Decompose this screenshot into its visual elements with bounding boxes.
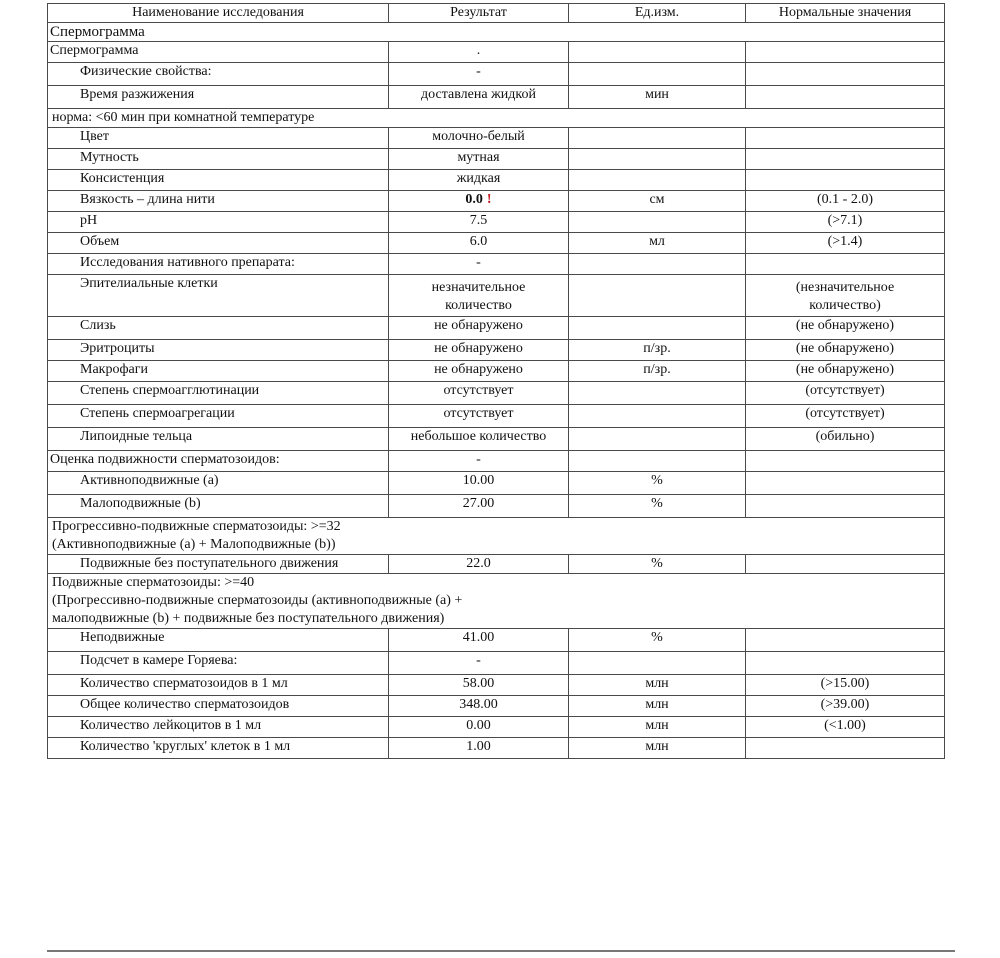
row-name: Исследования нативного препарата:: [48, 254, 389, 275]
table-row: [48, 128, 945, 149]
row-norm: [746, 652, 945, 675]
table-row: [48, 63, 945, 86]
row-name: Степень спермоагглютинации: [48, 382, 389, 405]
row-norm: (незначительное количество): [746, 275, 945, 317]
motile-note-line3: малоподвижные (b) + подвижные без поступательного движения): [52, 611, 445, 626]
row-unit: [569, 128, 746, 149]
table-row: [48, 451, 945, 472]
row-norm: [746, 495, 945, 518]
header-result: Результат: [389, 4, 569, 23]
row-norm: (>15.00): [746, 675, 945, 696]
row-name: Количество сперматозоидов в 1 мл: [48, 675, 389, 696]
row-unit: [569, 149, 746, 170]
row-result: 22.0: [389, 555, 569, 574]
table-row: [48, 191, 945, 212]
row-unit: [569, 652, 746, 675]
header-unit: Ед.изм.: [569, 4, 746, 23]
row-name: Консистенция: [48, 170, 389, 191]
row-norm: [746, 472, 945, 495]
row-unit: мл: [569, 233, 746, 254]
row-norm: [746, 42, 945, 63]
table-row: [48, 738, 945, 759]
row-result: .: [389, 42, 569, 63]
section-row: [48, 23, 945, 42]
table-row: [48, 233, 945, 254]
row-norm: (<1.00): [746, 717, 945, 738]
row-unit: %: [569, 472, 746, 495]
row-unit: [569, 63, 746, 86]
row-norm: [746, 254, 945, 275]
row-unit: млн: [569, 696, 746, 717]
note-row: [48, 574, 945, 629]
table-row: [48, 361, 945, 382]
table-row: [48, 555, 945, 574]
row-norm: [746, 128, 945, 149]
row-unit: млн: [569, 717, 746, 738]
note-row: [48, 518, 945, 555]
row-name: Общее количество сперматозоидов: [48, 696, 389, 717]
row-name: Оценка подвижности сперматозоидов:: [48, 451, 389, 472]
row-name: Подсчет в камере Горяева:: [48, 652, 389, 675]
table-row: [48, 428, 945, 451]
row-norm: (отсутствует): [746, 405, 945, 428]
row-result: незначительное количество: [389, 275, 569, 317]
row-norm: (0.1 - 2.0): [746, 191, 945, 212]
table-row: [48, 212, 945, 233]
spermogram-results-table: [47, 3, 945, 759]
row-name: Цвет: [48, 128, 389, 149]
row-unit: [569, 254, 746, 275]
table-row: [48, 149, 945, 170]
row-norm: [746, 149, 945, 170]
row-norm: (>39.00): [746, 696, 945, 717]
row-name: Малоподвижные (b): [48, 495, 389, 518]
row-name: Липоидные тельца: [48, 428, 389, 451]
progressive-note-line1: Прогрессивно-подвижные сперматозоиды: >=32: [52, 519, 341, 534]
row-norm: [746, 451, 945, 472]
row-unit: [569, 170, 746, 191]
row-norm: [746, 170, 945, 191]
row-result: -: [389, 451, 569, 472]
row-unit: п/зр.: [569, 340, 746, 361]
row-unit: %: [569, 555, 746, 574]
liquefaction-note: норма: <60 мин при комнатной температуре: [48, 109, 945, 128]
table-row: [48, 675, 945, 696]
table-row: [48, 382, 945, 405]
row-norm: (не обнаружено): [746, 340, 945, 361]
row-result: доставлена жидкой: [389, 86, 569, 109]
row-result: 7.5: [389, 212, 569, 233]
row-unit: %: [569, 629, 746, 652]
row-result: 6.0: [389, 233, 569, 254]
row-unit: мин: [569, 86, 746, 109]
row-name: Подвижные без поступательного движения: [48, 555, 389, 574]
row-name: pH: [48, 212, 389, 233]
table-row: [48, 629, 945, 652]
table-row: [48, 254, 945, 275]
row-result: 1.00: [389, 738, 569, 759]
header-name: Наименование исследования: [48, 4, 389, 23]
row-result: 58.00: [389, 675, 569, 696]
row-result: 0.00: [389, 717, 569, 738]
row-result: 348.00: [389, 696, 569, 717]
table-row: [48, 717, 945, 738]
row-norm: [746, 63, 945, 86]
row-name: Количество лейкоцитов в 1 мл: [48, 717, 389, 738]
row-name: Неподвижные: [48, 629, 389, 652]
table-row: [48, 317, 945, 340]
row-result: молочно-белый: [389, 128, 569, 149]
table-row: [48, 696, 945, 717]
row-name: Степень спермоагрегации: [48, 405, 389, 428]
row-result: не обнаружено: [389, 361, 569, 382]
row-unit: млн: [569, 675, 746, 696]
row-name: Активноподвижные (a): [48, 472, 389, 495]
result-value: 0.0: [465, 192, 483, 207]
row-norm: [746, 555, 945, 574]
row-unit: [569, 451, 746, 472]
row-unit: [569, 212, 746, 233]
row-result: -: [389, 254, 569, 275]
row-unit: [569, 428, 746, 451]
progressive-note-line2: (Активноподвижные (a) + Малоподвижные (b)): [52, 537, 336, 552]
row-result: жидкая: [389, 170, 569, 191]
row-name: Физические свойства:: [48, 63, 389, 86]
row-unit: %: [569, 495, 746, 518]
row-norm: [746, 738, 945, 759]
table-row: [48, 170, 945, 191]
row-result: -: [389, 652, 569, 675]
row-norm: (>7.1): [746, 212, 945, 233]
row-unit: см: [569, 191, 746, 212]
motile-note: [48, 574, 945, 629]
row-result: 10.00: [389, 472, 569, 495]
row-result: 27.00: [389, 495, 569, 518]
row-name: Мутность: [48, 149, 389, 170]
row-result: [389, 191, 569, 212]
motile-note-line1: Подвижные сперматозоиды: >=40: [52, 575, 255, 590]
row-unit: [569, 42, 746, 63]
table-row: [48, 405, 945, 428]
table-row: [48, 495, 945, 518]
row-name: Количество 'круглых' клеток в 1 мл: [48, 738, 389, 759]
row-unit: [569, 275, 746, 317]
table-row: [48, 42, 945, 63]
row-result: -: [389, 63, 569, 86]
row-result: мутная: [389, 149, 569, 170]
row-name: Слизь: [48, 317, 389, 340]
header-norm: Нормальные значения: [746, 4, 945, 23]
row-name: Объем: [48, 233, 389, 254]
progressive-note: [48, 518, 945, 555]
abnormal-flag-icon: !: [486, 192, 492, 207]
section-title: Спермограмма: [48, 23, 945, 42]
row-result: отсутствует: [389, 405, 569, 428]
row-norm: (не обнаружено): [746, 317, 945, 340]
table-row: [48, 472, 945, 495]
row-result: не обнаружено: [389, 317, 569, 340]
table-row: [48, 652, 945, 675]
table-header-row: [48, 4, 945, 23]
row-norm: (отсутствует): [746, 382, 945, 405]
row-name: Макрофаги: [48, 361, 389, 382]
row-name: Время разжижения: [48, 86, 389, 109]
motile-note-line2: (Прогрессивно-подвижные сперматозоиды (активноподвижные (a) +: [52, 593, 463, 608]
table-row: [48, 86, 945, 109]
row-name: Вязкость – длина нити: [48, 191, 389, 212]
row-name: Спермограмма: [48, 42, 389, 63]
row-norm: (>1.4): [746, 233, 945, 254]
row-norm: (обильно): [746, 428, 945, 451]
table-row: [48, 340, 945, 361]
row-result: небольшое количество: [389, 428, 569, 451]
row-result: не обнаружено: [389, 340, 569, 361]
row-name: Эритроциты: [48, 340, 389, 361]
row-norm: [746, 86, 945, 109]
row-name: Эпителиальные клетки: [48, 275, 389, 317]
row-result: 41.00: [389, 629, 569, 652]
row-unit: млн: [569, 738, 746, 759]
row-unit: [569, 405, 746, 428]
row-unit: [569, 382, 746, 405]
row-unit: [569, 317, 746, 340]
row-norm: [746, 629, 945, 652]
note-row: [48, 109, 945, 128]
row-unit: п/зр.: [569, 361, 746, 382]
row-result: отсутствует: [389, 382, 569, 405]
footer-divider: [47, 950, 955, 952]
row-norm: (не обнаружено): [746, 361, 945, 382]
table-row: [48, 275, 945, 317]
